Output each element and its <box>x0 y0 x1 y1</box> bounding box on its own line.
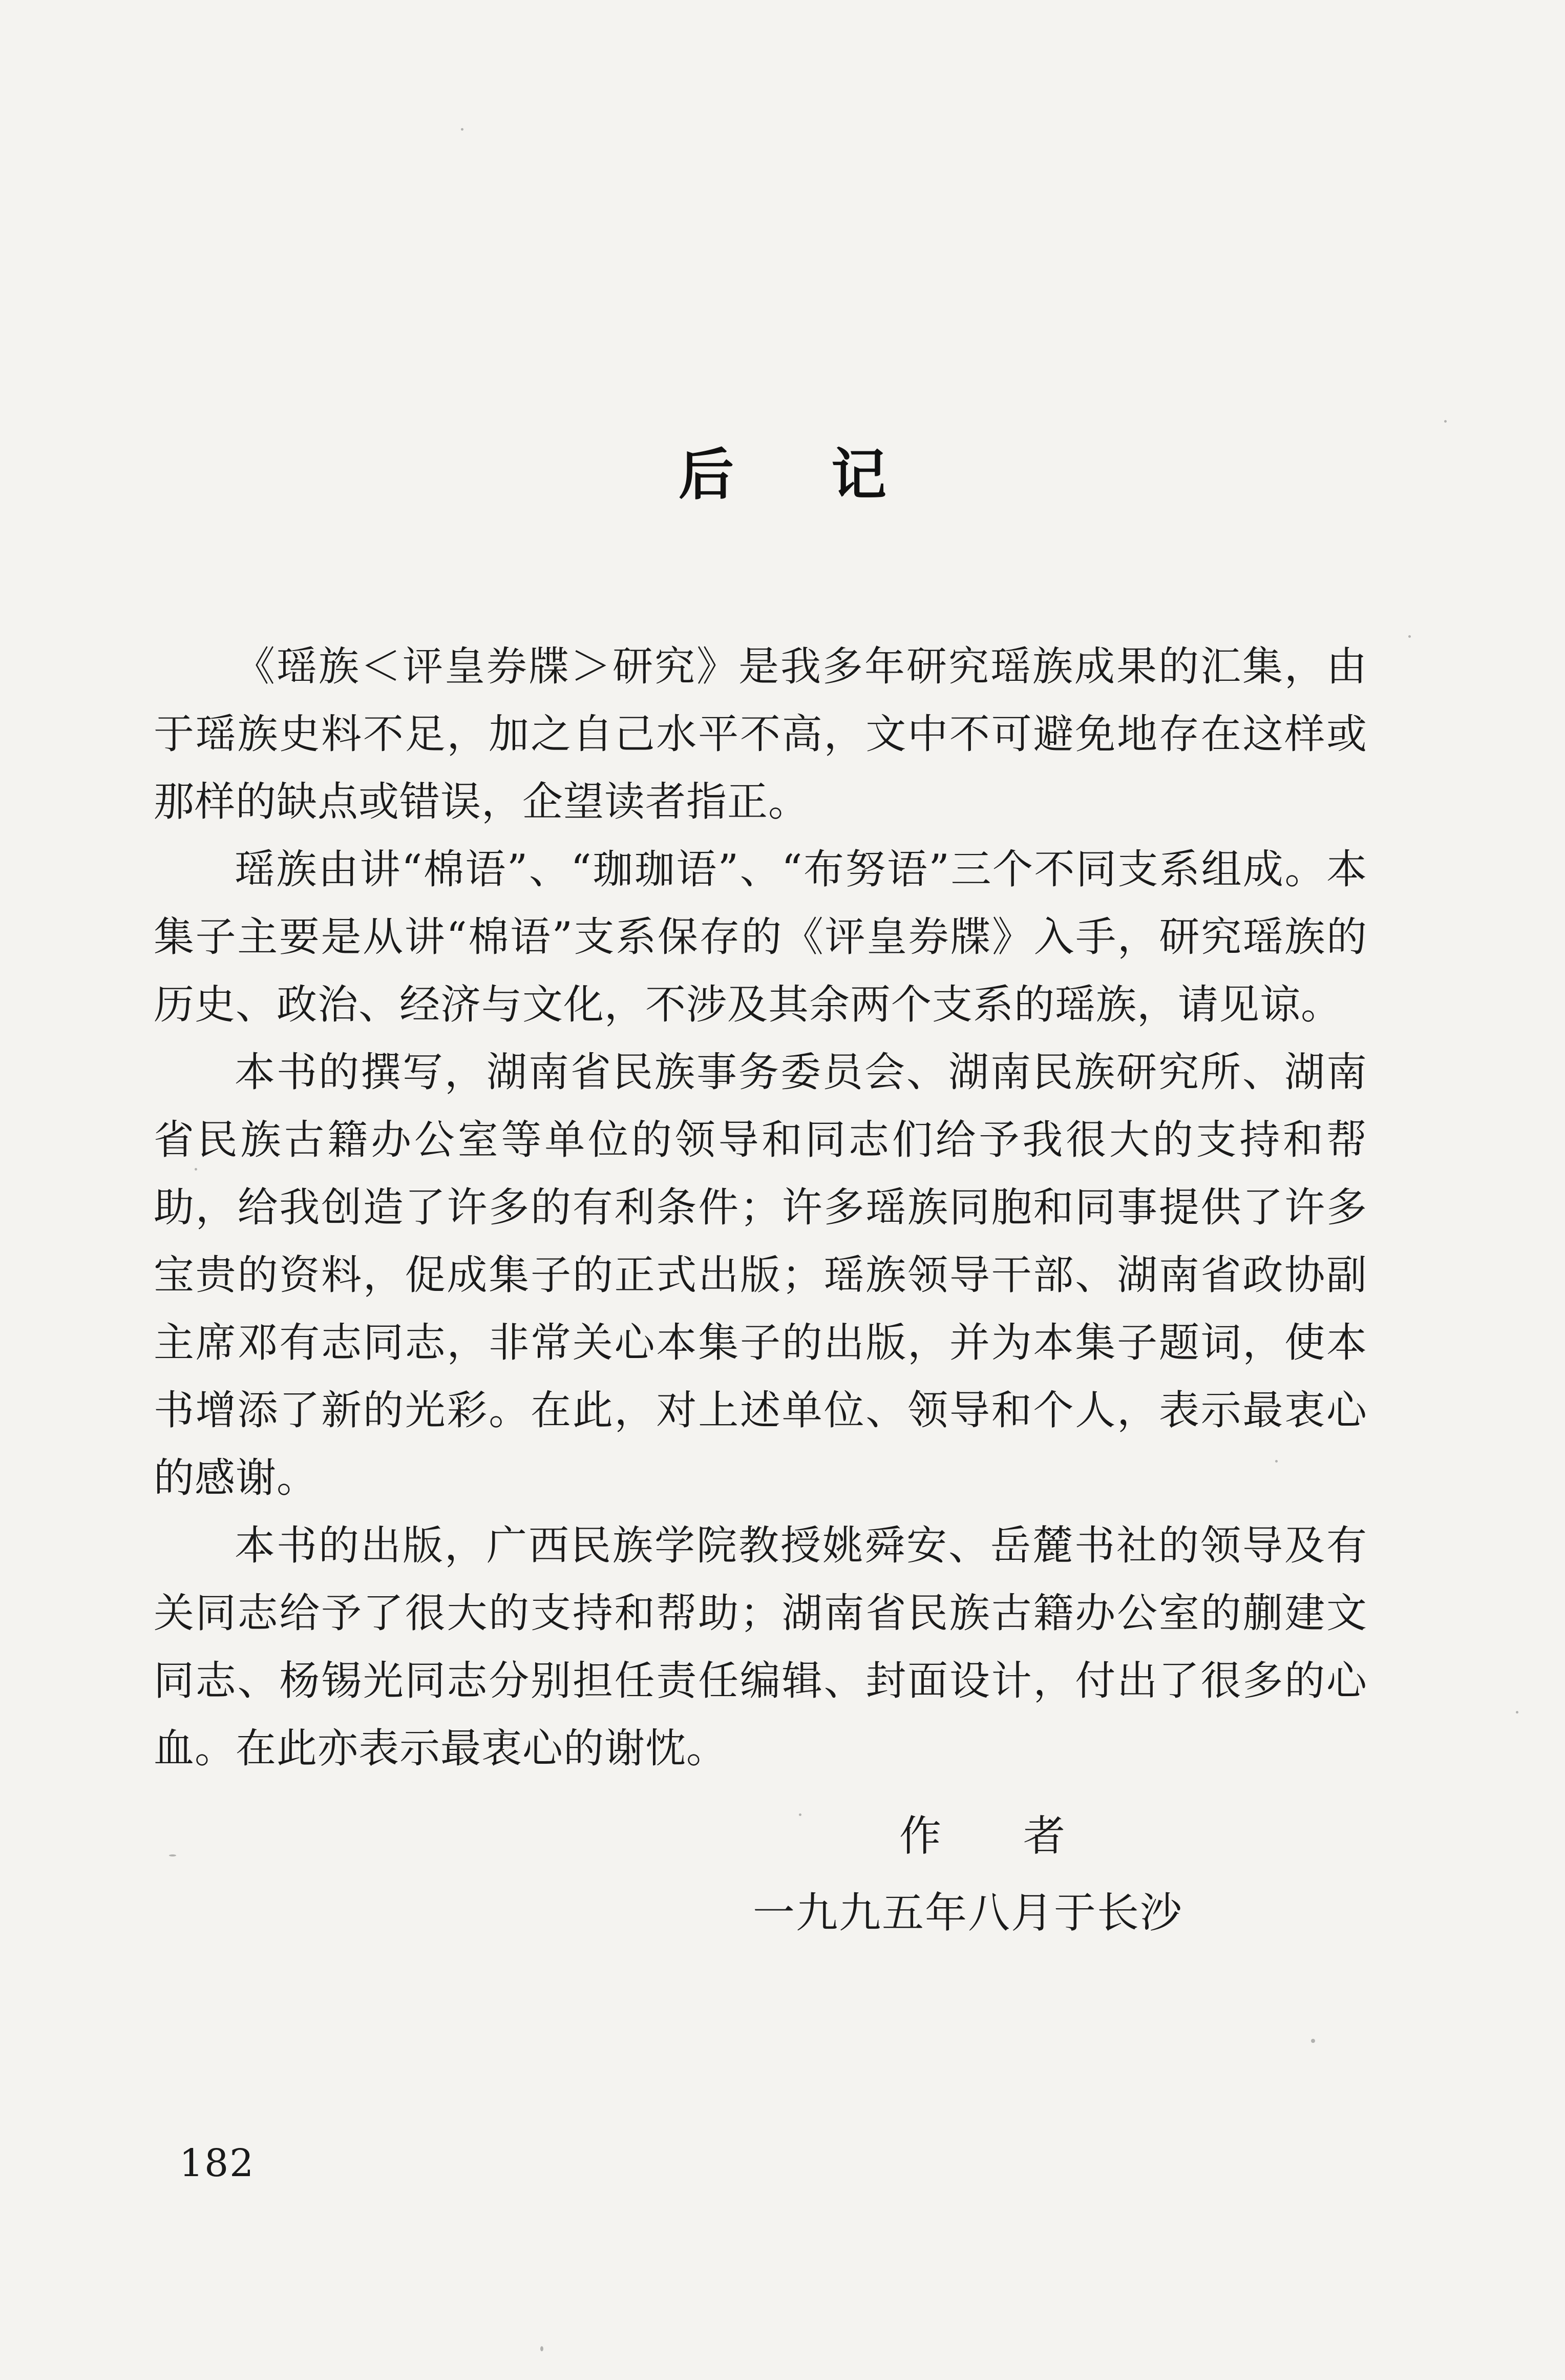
paragraph: 本书的撰写，湖南省民族事务委员会、湖南民族研究所、湖南省民族古籍办公室等单位的领导和同志们给予我很大的支持和帮助，给我创造了许多的有利条件；许多瑶族同胞和同事提供了许多宝贵的资料，促成集子的正式出版；瑶族领导干部、湖南省政协副主席邓有志同志，非常关心本集子的出版，并为本集子题词，使本书增添了新的光彩。在此，对上述单位、领导和个人，表示最衷心的感谢。 <box>154 1049 1367 1501</box>
scan-speck <box>1444 420 1447 423</box>
afterword-body <box>154 633 1367 1782</box>
scan-speck <box>1516 1711 1518 1714</box>
scan-speck <box>799 1813 801 1816</box>
scan-speck <box>1408 635 1411 638</box>
scan-speck <box>461 128 463 131</box>
signature-author: 作者 <box>899 1812 1147 1861</box>
scan-speck <box>1311 2039 1315 2043</box>
scan-speck <box>169 1854 176 1856</box>
scan-speck <box>195 1168 197 1171</box>
paragraph: 本书的出版，广西民族学院教授姚舜安、岳麓书社的领导及有关同志给予了很大的支持和帮助；湖南省民族古籍办公室的蒯建文同志、杨锡光同志分别担任责任编辑、封面设计，付出了很多的心血。在此亦表示最衷心的谢忱。 <box>154 1522 1367 1772</box>
scan-speck <box>1275 1460 1278 1463</box>
paragraph: 《瑶族＜评皇券牒＞研究》是我多年研究瑶族成果的汇集，由于瑶族史料不足，加之自己水平不高，文中不可避免地存在这样或那样的缺点或错误，企望读者指正。 <box>154 643 1367 825</box>
page-number: 182 <box>179 2141 255 2185</box>
scan-speck <box>540 2346 543 2351</box>
page-title: 后记 <box>678 443 984 507</box>
signature-date-place: 一九九五年八月于长沙 <box>752 1889 1183 1937</box>
paragraph: 瑶族由讲“棉语”、“珈珈语”、“布努语”三个不同支系组成。本集子主要是从讲“棉语”支系保存的《评皇券牒》入手，研究瑶族的历史、政治、经济与文化，不涉及其余两个支系的瑶族，请见谅。 <box>154 846 1367 1028</box>
